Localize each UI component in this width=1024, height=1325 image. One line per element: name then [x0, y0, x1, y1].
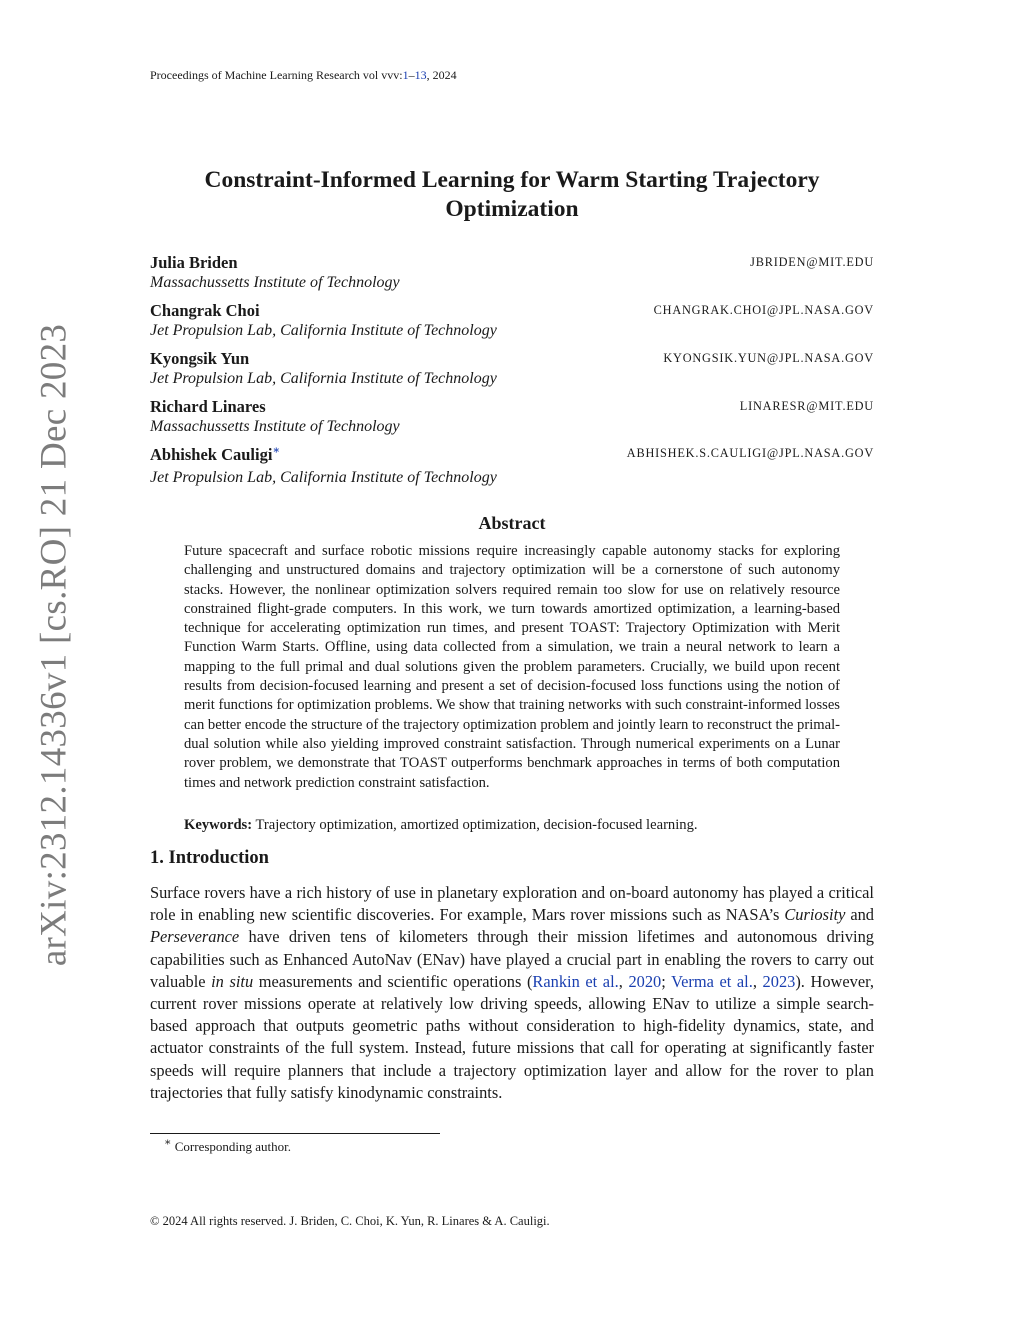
- author-email: KYONGSIK.YUN@JPL.NASA.GOV: [663, 351, 874, 365]
- citation-separator: ,: [618, 971, 629, 991]
- author-email: JBRIDEN@MIT.EDU: [750, 255, 874, 269]
- author-name: Abhishek Cauligi: [150, 445, 273, 464]
- citation-separator: ,: [752, 971, 763, 991]
- abstract-heading: Abstract: [478, 513, 546, 533]
- intro-text: have driven tens of kilometers through their mission lifetimes and autonomous driving capabilities such as Enhanced AutoNav (ENav) have played a crucial part in enabling the rovers to carry out valuable: [150, 927, 874, 991]
- author-block: [150, 349, 874, 389]
- author-affiliation: Jet Propulsion Lab, California Institute of Technology: [150, 469, 497, 486]
- citation-year-link-verma[interactable]: 2023: [762, 971, 796, 991]
- footnote-marker: ∗: [164, 1136, 172, 1149]
- intro-text: and: [845, 905, 875, 925]
- intro-text: Surface rovers have a rich history of use in planetary exploration and on-board autonomy has played a critical role in enabling new scientific discoveries. For example, Mars rover missions such as NASA’s: [150, 883, 874, 925]
- header-prefix: Proceedings of Machine Learning Research vol vvv:: [150, 68, 403, 82]
- abstract-text: Future spacecraft and surface robotic missions require increasingly capable autonomy stacks for exploring challenging and unstructured domains and trajectory optimization will be a cornerstone of such autonomy stacks. However, the nonlinear optimization solvers required remain too slow for use on relatively resource constrained flight-grade computers. In this work, we turn towards amortized optimization, a learning-based technique for accelerating optimization run times, and present TOAST: Trajectory Optimization with Merit Function Warm Starts. Offline, using data collected from a simulation, we train a neural network to learn a mapping to the full primal and dual solutions given the problem parameters. Crucially, we build upon recent results from decision-focused learning and present a set of decision-focused loss functions using the notion of merit functions for optimization problems. We show that training networks with such constraint-informed losses can better encode the structure of the trajectory optimization problem and jointly learn to reconstruct the primal-dual solution while also yielding improved constraint satisfaction. Through numerical experiments on a Lunar rover problem, we demonstrate that TOAST outperforms benchmark approaches in terms of both computation times and network prediction constraint satisfaction.: [184, 543, 840, 791]
- footnote-text: Corresponding author.: [174, 1139, 291, 1154]
- author-block: [150, 445, 874, 488]
- running-header: [150, 68, 457, 83]
- intro-text: measurements and scientific operations (: [253, 971, 533, 991]
- footnote-marker-link[interactable]: ∗: [272, 444, 281, 457]
- citation-year-link-rankin[interactable]: 2020: [628, 971, 662, 991]
- keywords-label: Keywords:: [184, 817, 253, 833]
- citation-link-verma[interactable]: Verma et al.: [671, 971, 753, 991]
- keywords-text: Trajectory optimization, amortized optimization, decision-focused learning.: [255, 817, 698, 833]
- page-dash: –: [408, 68, 415, 82]
- header-suffix: , 2024: [426, 68, 457, 82]
- section-heading-introduction: 1. Introduction: [150, 848, 269, 868]
- author-affiliation: Massachussetts Institute of Technology: [150, 418, 400, 435]
- author-email: LINARESR@MIT.EDU: [739, 399, 874, 413]
- author-name: Changrak Choi: [150, 301, 260, 320]
- citation-separator: ;: [661, 971, 672, 991]
- intro-text: ). However, current rover missions operate at relatively low driving speeds, allowing ENav to utilize a simple search-based approach that outputs geometric paths without consideration to high-fidelity dynamics, state, and actuator constraints of the full system. Instead, future missions that call for operating at significantly faster speeds will require planners that include a trajectory optimization layer and allow for the rover to plan trajectories that fully satisfy kinodynamic constraints.: [150, 971, 875, 1102]
- intro-emphasis: Curiosity: [784, 905, 846, 925]
- author-affiliation: Massachussetts Institute of Technology: [150, 274, 400, 291]
- citation-link-rankin[interactable]: Rankin et al.: [532, 971, 619, 991]
- footnote-divider: [150, 1133, 440, 1134]
- author-email: CHANGRAK.CHOI@JPL.NASA.GOV: [653, 303, 874, 317]
- footnote: [164, 1136, 291, 1155]
- page-end-link[interactable]: 13: [414, 68, 427, 82]
- author-name: Richard Linares: [150, 397, 266, 416]
- copyright-footer: © 2024 All rights reserved. J. Briden, C. Choi, K. Yun, R. Linares & A. Cauligi.: [150, 1214, 550, 1228]
- intro-emphasis: Perseverance: [150, 927, 240, 947]
- author-name: Julia Briden: [150, 253, 238, 272]
- author-block: [150, 253, 874, 293]
- intro-emphasis: in situ: [211, 971, 254, 991]
- author-list: [150, 253, 874, 496]
- paper-title: Constraint-Informed Learning for Warm Starting Trajectory Optimization: [204, 167, 820, 222]
- keywords-line: [184, 816, 840, 835]
- author-email: ABHISHEK.S.CAULIGI@JPL.NASA.GOV: [626, 446, 874, 460]
- author-block: [150, 301, 874, 341]
- author-affiliation: Jet Propulsion Lab, California Institute of Technology: [150, 322, 497, 339]
- intro-paragraph: [150, 882, 874, 1104]
- arxiv-stamp: arXiv:2312.14336v1 [cs.RO] 21 Dec 2023: [33, 323, 75, 967]
- author-name: Kyongsik Yun: [150, 349, 250, 368]
- author-affiliation: Jet Propulsion Lab, California Institute of Technology: [150, 370, 497, 387]
- page-start-link[interactable]: 1: [402, 68, 409, 82]
- author-block: [150, 397, 874, 437]
